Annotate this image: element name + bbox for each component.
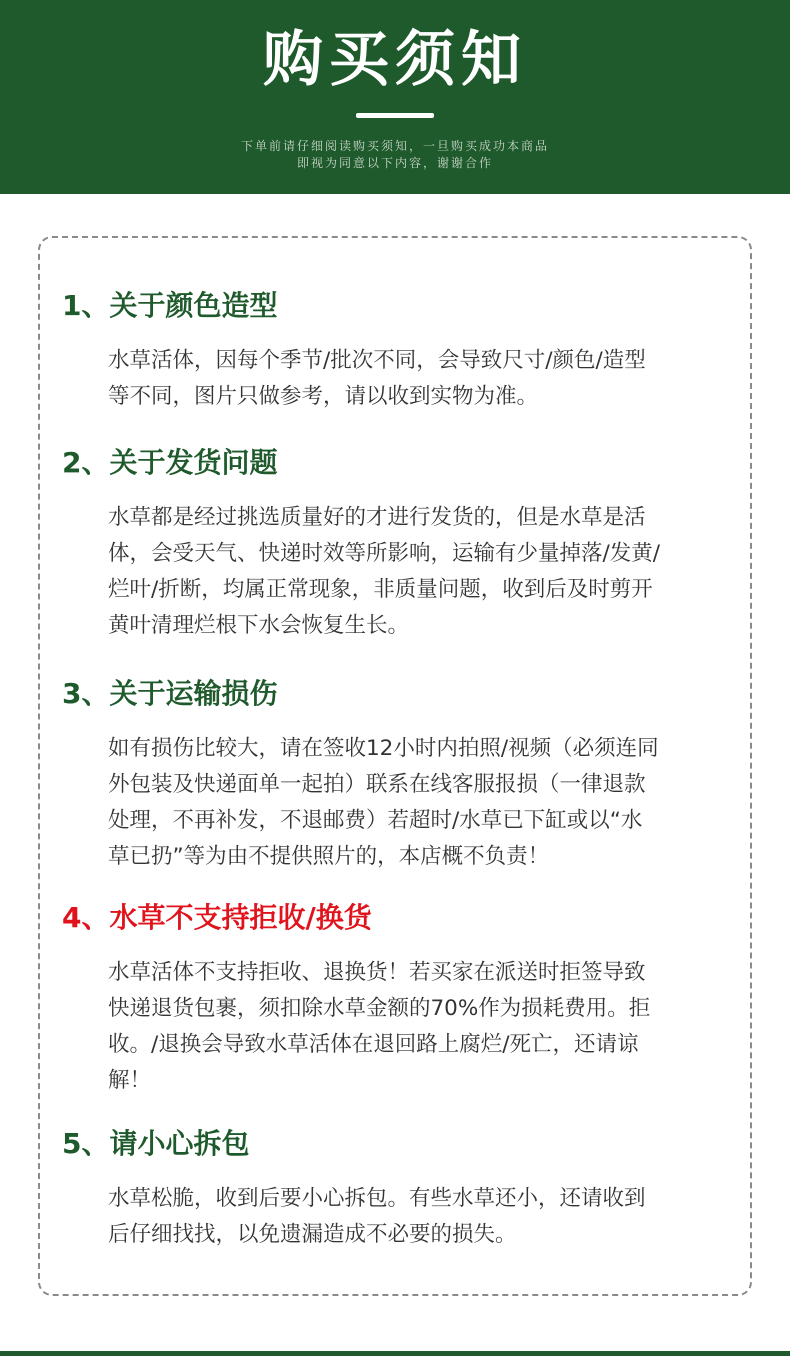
section-2-line-4: 黄叶清理烂根下水会恢复生长。 xyxy=(108,613,410,638)
footer-bar xyxy=(0,1351,790,1356)
section-3-line-4: 草已扔”等为由不提供照片的，本店概不负责！ xyxy=(108,844,550,869)
section-2-title: 2、关于发货问题 xyxy=(62,446,278,479)
section-4-line-4: 解！ xyxy=(108,1068,152,1093)
section-4-line-1: 水草活体不支持拒收、退换货！若买家在派送时拒签导致 xyxy=(108,960,646,985)
header-subtitle-line-1: 下单前请仔细阅读购买须知，一旦购买成功本商品 xyxy=(240,139,549,153)
section-2-line-1: 水草都是经过挑选质量好的才进行发货的，但是水草是活 xyxy=(108,505,646,530)
section-1-line-2: 等不同，图片只做参考，请以收到实物为准。 xyxy=(108,384,539,409)
section-1-title: 1、关于颜色造型 xyxy=(62,289,278,322)
section-5-line-2: 后仔细找找，以免遗漏造成不必要的损失。 xyxy=(108,1222,517,1247)
section-1-body xyxy=(108,343,728,415)
section-4-body xyxy=(108,955,728,1099)
section-3-line-3: 处理，不再补发，不退邮费）若超时/水草已下缸或以“水 xyxy=(108,808,643,833)
section-1-line-1: 水草活体，因每个季节/批次不同，会导致尺寸/颜色/造型 xyxy=(108,348,646,373)
section-3-title: 3、关于运输损伤 xyxy=(62,677,278,710)
page-title: 购买须知 xyxy=(263,25,527,95)
section-5-line-1: 水草松脆，收到后要小心拆包。有些水草还小，还请收到 xyxy=(108,1186,646,1211)
header-banner xyxy=(0,0,790,194)
section-5-body xyxy=(108,1181,728,1253)
header-subtitle-line-2: 即视为同意以下内容，谢谢合作 xyxy=(296,156,493,170)
section-3-line-1: 如有损伤比较大，请在签收12小时内拍照/视频（必须连同 xyxy=(108,736,659,761)
section-2-line-3: 烂叶/折断，均属正常现象，非质量问题，收到后及时剪开 xyxy=(108,577,653,602)
section-4-line-2: 快递退货包裹，须扣除水草金额的70%作为损耗费用。拒 xyxy=(108,996,651,1021)
section-2-body xyxy=(108,500,728,644)
section-3-line-2: 外包装及快递面单一起拍）联系在线客服报损（一律退款 xyxy=(108,772,646,797)
section-3-body xyxy=(108,731,728,875)
section-4-title: 4、水草不支持拒收/换货 xyxy=(62,901,372,934)
section-2-line-2: 体，会受天气、快递时效等所影响，运输有少量掉落/发黄/ xyxy=(108,541,660,566)
section-4-line-3: 收。/退换会导致水草活体在退回路上腐烂/死亡，还请谅 xyxy=(108,1032,639,1057)
title-underline xyxy=(356,113,434,118)
section-5-title: 5、请小心拆包 xyxy=(62,1127,250,1160)
